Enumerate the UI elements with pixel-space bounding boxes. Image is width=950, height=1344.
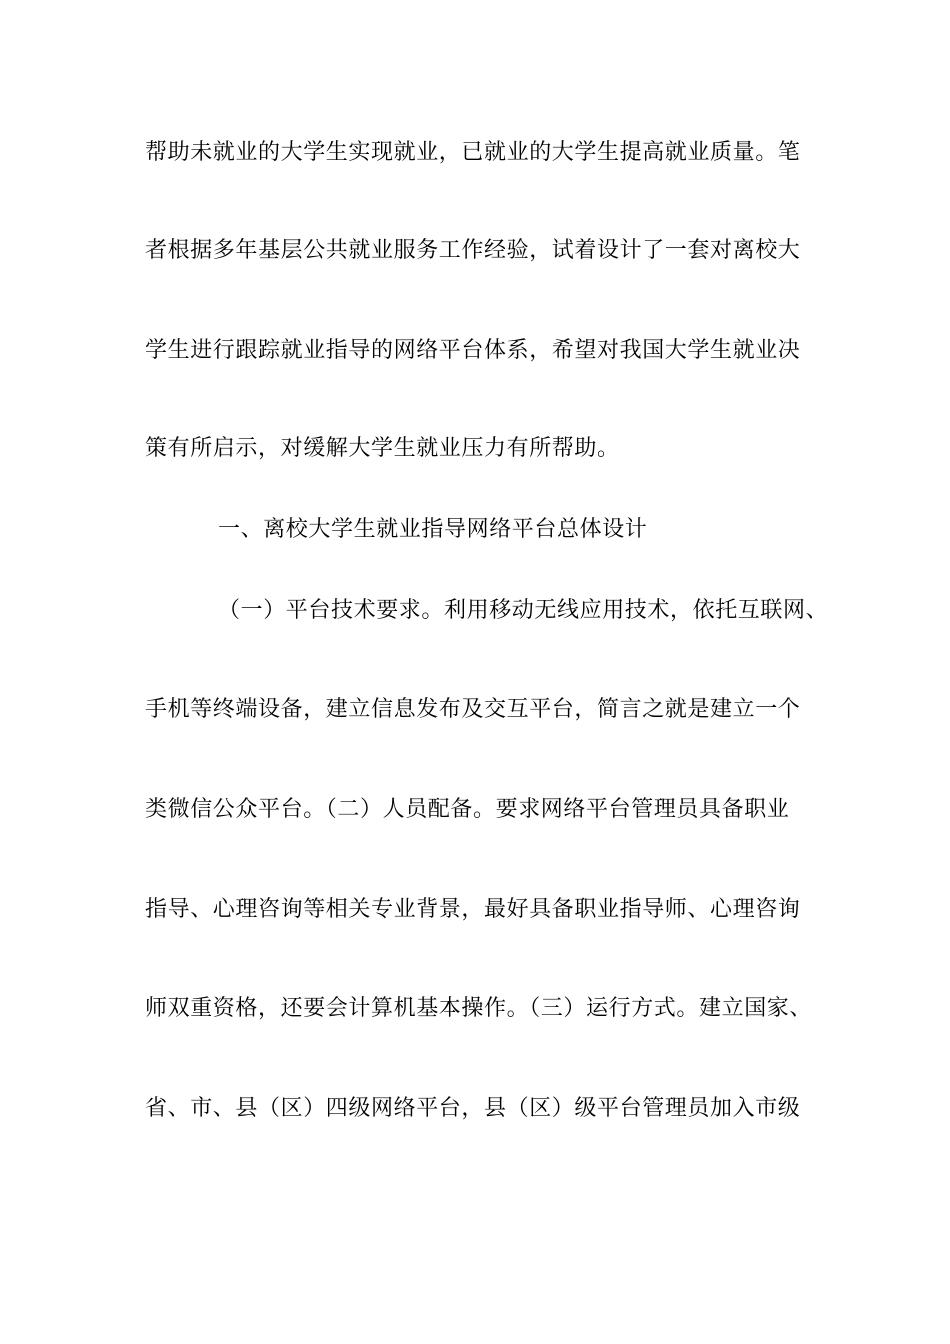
paragraph-line: 者根据多年基层公共就业服务工作经验，试着设计了一套对离校大 — [145, 238, 801, 263]
paragraph-line: 师双重资格，还要会计算机基本操作。（三）运行方式。建立国家、 — [145, 996, 813, 1021]
paragraph-line: 类微信公众平台。（二）人员配备。要求网络平台管理员具备职业 — [145, 797, 790, 822]
paragraph-line: 帮助未就业的大学生实现就业，已就业的大学生提高就业质量。笔 — [145, 140, 801, 165]
paragraph-line: 手机等终端设备，建立信息发布及交互平台，简言之就是建立一个 — [145, 697, 801, 722]
paragraph-line: 指导、心理咨询等相关专业背景，最好具备职业指导师、心理咨询 — [145, 897, 801, 922]
section-heading: 一、离校大学生就业指导网络平台总体设计 — [218, 517, 648, 542]
paragraph-line: 学生进行跟踪就业指导的网络平台体系，希望对我国大学生就业决 — [145, 338, 801, 363]
paragraph-line: 策有所启示，对缓解大学生就业压力有所帮助。 — [145, 436, 620, 461]
paragraph-line: 省、市、县（区）四级网络平台，县（区）级平台管理员加入市级 — [145, 1096, 801, 1121]
paragraph-line: （一）平台技术要求。利用移动无线应用技术，依托互联网、 — [218, 598, 829, 623]
